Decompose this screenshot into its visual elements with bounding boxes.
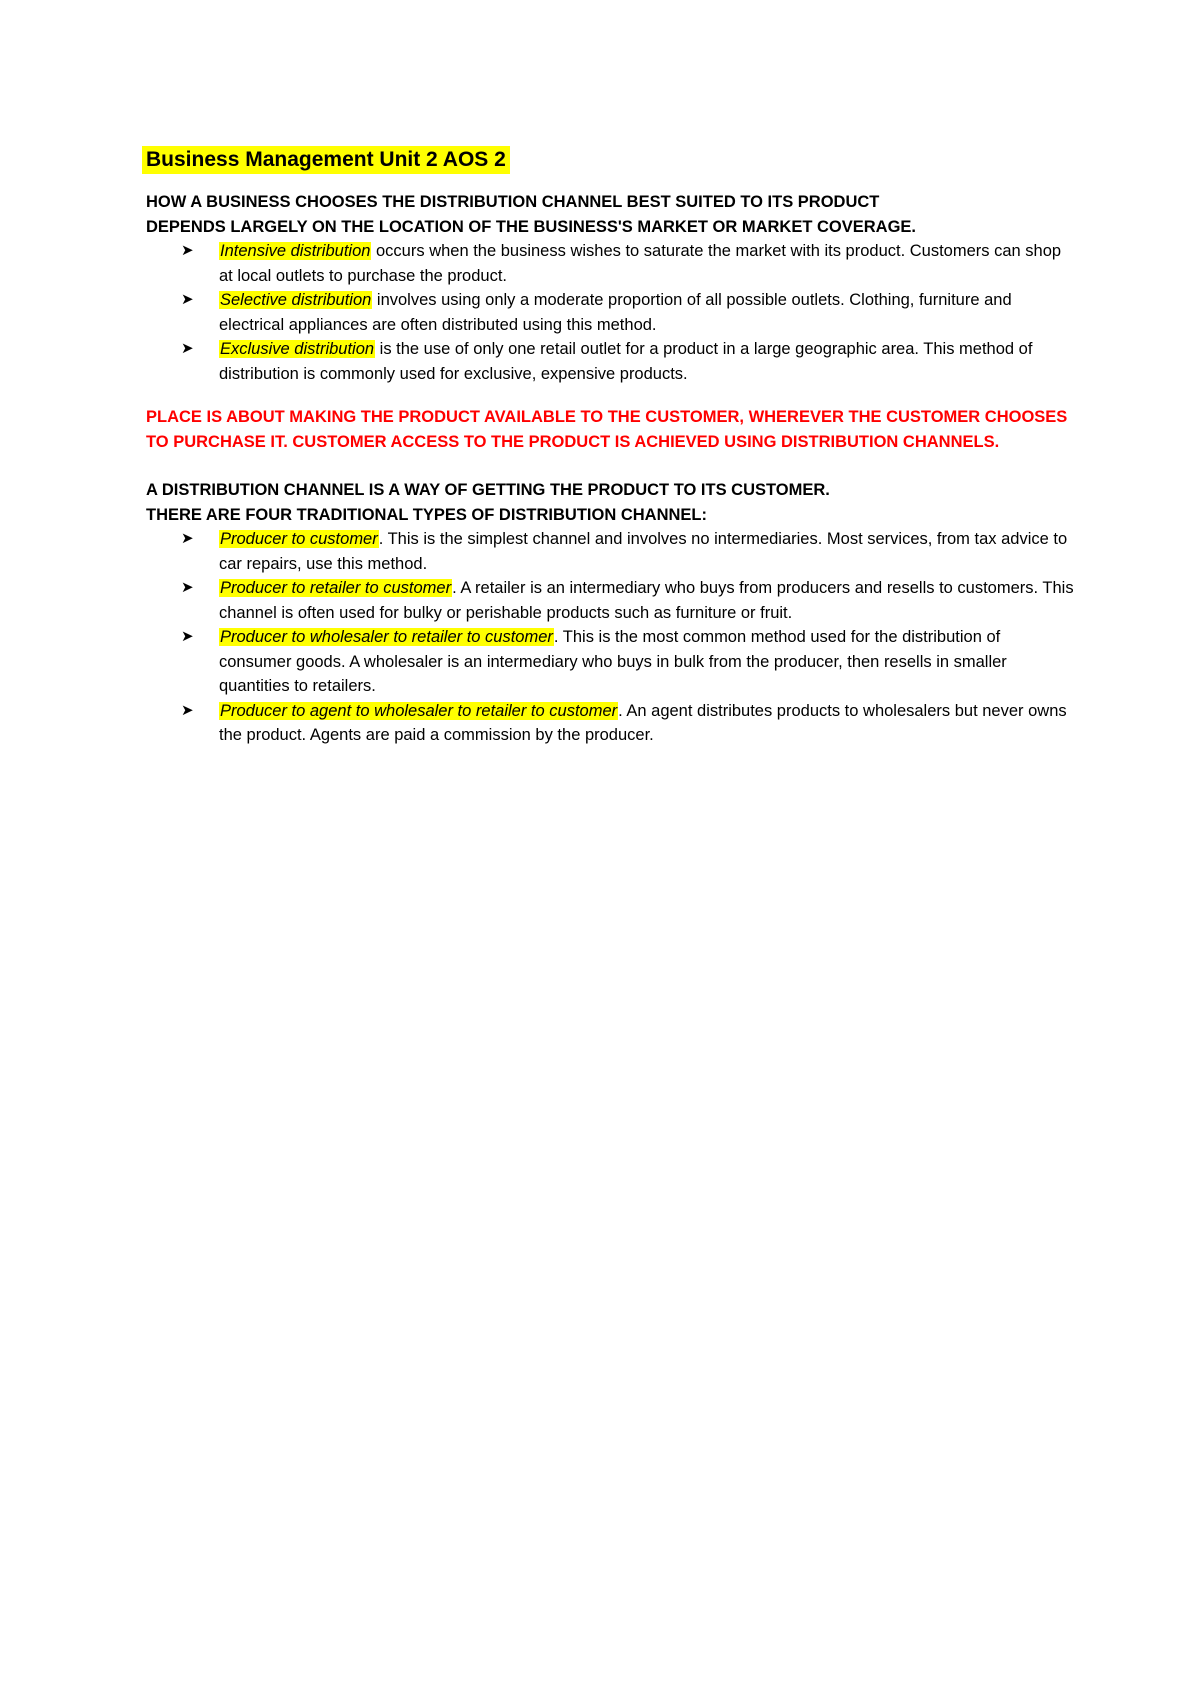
channels-section (146, 478, 1076, 748)
bullet-text: involves using only a moderate proportion of all possible outlets. Clothing, furniture and electrical appliances are often distributed using this method. (219, 291, 1012, 334)
bullet-text: . An agent distributes products to wholesalers but never owns the product. Agents are paid a commission by the producer. (219, 701, 1067, 744)
arrow-bullet-icon: ➤ (181, 579, 194, 596)
channels-line-2: THERE ARE FOUR TRADITIONAL TYPES OF DISTRIBUTION CHANNEL: (146, 505, 707, 524)
intro-line-2: DEPENDS LARGELY ON THE LOCATION OF THE BUSINESS'S MARKET OR MARKET COVERAGE. (146, 217, 917, 236)
highlighted-term: Exclusive distribution (220, 340, 375, 358)
intro-section (146, 190, 1076, 386)
bullet-text: . This is the most common method used for the distribution of consumer goods. A wholesaler is an intermediary who buys in bulk from the producer, then resells in smaller quantities to retailers. (219, 628, 1007, 695)
place-statement: PLACE IS ABOUT MAKING THE PRODUCT AVAILABLE TO THE CUSTOMER, WHEREVER THE CUSTOMER CHOOSES TO PURCHASE IT. CUSTOMER ACCESS TO THE PRODUCT IS ACHIEVED USING DISTRIBUTION CHANNELS. (146, 408, 1068, 451)
list-item (146, 337, 1076, 386)
list-item (146, 239, 1076, 288)
list-item (146, 527, 1076, 576)
document-title: Business Management Unit 2 AOS 2 (142, 146, 510, 174)
arrow-bullet-icon: ➤ (181, 291, 194, 308)
intro-line-1: HOW A BUSINESS CHOOSES THE DISTRIBUTION CHANNEL BEST SUITED TO ITS PRODUCT (146, 193, 880, 211)
highlighted-term: Intensive distribution (220, 242, 371, 260)
bullet-text: . This is the simplest channel and involves no intermediaries. Most services, from tax advice to car repairs, use this method. (219, 530, 1068, 573)
bullet-text: is the use of only one retail outlet for a product in a large geographic area. This method of distribution is commonly used for exclusive, expensive products. (219, 340, 1033, 383)
highlighted-term: Producer to agent to wholesaler to retailer to customer (220, 701, 618, 720)
arrow-bullet-icon: ➤ (181, 628, 194, 645)
arrow-bullet-icon: ➤ (181, 340, 194, 357)
distribution-intensity-list (146, 239, 1076, 386)
channels-line-1: A DISTRIBUTION CHANNEL IS A WAY OF GETTING THE PRODUCT TO ITS CUSTOMER. (146, 481, 830, 499)
bullet-text: . A retailer is an intermediary who buys from producers and resells to customers. This channel is often used for bulky or perishable products such as furniture or fruit. (219, 579, 1074, 622)
document-content (146, 146, 1076, 748)
highlighted-term: Producer to customer (220, 530, 378, 548)
arrow-bullet-icon: ➤ (181, 701, 194, 719)
list-item (146, 288, 1076, 337)
highlighted-term: Producer to retailer to customer (220, 579, 452, 597)
arrow-bullet-icon: ➤ (181, 530, 194, 547)
channel-types-list (146, 527, 1076, 748)
highlighted-term: Producer to wholesaler to retailer to customer (220, 628, 553, 646)
highlighted-term: Selective distribution (220, 291, 372, 309)
list-item (146, 576, 1076, 625)
bullet-text: occurs when the business wishes to saturate the market with its product. Customers can shop at local outlets to purchase the product. (219, 242, 1062, 285)
list-item (146, 699, 1076, 748)
list-item (146, 625, 1076, 699)
place-section (146, 405, 1076, 454)
arrow-bullet-icon: ➤ (181, 242, 194, 259)
